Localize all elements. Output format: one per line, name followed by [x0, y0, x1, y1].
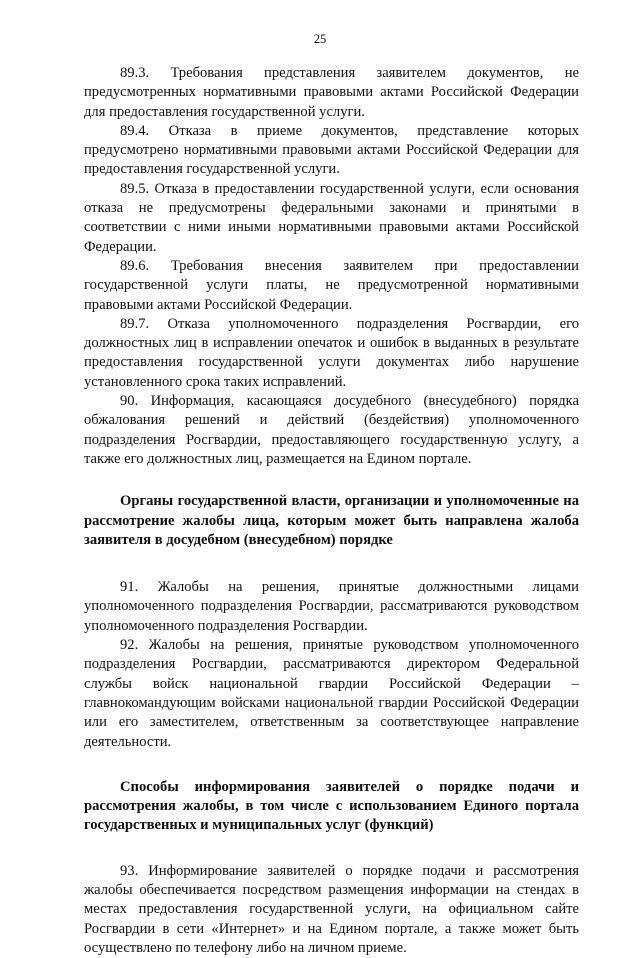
- section-heading-complaint-bodies: Органы государственной власти, организации и уполномоченные на рассмотрение жалобы лица, которым может быть направлена жалоба заявителя в досудебном (внесудебном) порядке: [84, 493, 579, 548]
- section-heading-informing-methods: Способы информирования заявителей о порядке подачи и рассмотрения жалобы, в том числе с использованием Единого портала государственных и муниципальных услуг (функций): [84, 778, 579, 834]
- spacer: [84, 836, 579, 862]
- paragraph-89-5: 89.5. Отказа в предоставлении государственной услуги, если основания отказа не предусмотрены федеральными законами и принятыми в соответствии с ними иными нормативными правовыми актами Российской Федерации.: [84, 180, 579, 255]
- paragraph-89-4: 89.4. Отказа в приеме документов, представление которых предусмотрено нормативными правовыми актами Российской Федерации для предоставления государственной услуги.: [84, 122, 579, 178]
- paragraph-89-3: 89.3. Требования представления заявителем документов, не предусмотренных нормативными правовыми актами Российской Федерации для предоставления государственной услуги.: [84, 65, 579, 120]
- paragraph-89-6: 89.6. Требования внесения заявителем при предоставлении государственной услуги платы, не предусмотренной нормативными правовыми актами Российской Федерации.: [84, 257, 579, 313]
- paragraph-91: 91. Жалобы на решения, принятые должностными лицами уполномоченного подразделения Росгвардии, рассматриваются руководством уполномоченного подразделения Росгвардии.: [84, 579, 579, 634]
- paragraph-90: 90. Информация, касающаяся досудебного (внесудебного) порядка обжалования решений и действий (бездействия) уполномоченного подразделения Росгвардии, предоставляющего государственную услугу, а также его должностных лиц, размещается на Едином портале.: [84, 393, 579, 467]
- spacer: [84, 550, 579, 578]
- page-number: 25: [313, 32, 327, 46]
- spacer: [84, 752, 579, 778]
- spacer: [84, 469, 579, 492]
- paragraph-92: 92. Жалобы на решения, принятые руководством уполномоченного подразделения Росгвардии, рассматриваются директором Федеральной службы войск национальной гвардии Российской Федерации – главнокомандующим войсками национальной гвардии Российской Федерации или его заместителем, ответственным за соответствующее направление деятельности.: [84, 637, 579, 750]
- paragraph-89-7: 89.7. Отказа уполномоченного подразделения Росгвардии, его должностных лиц в исправлении опечаток и ошибок в выданных в результате предоставления государственной услуги документах либо нарушение установленного срока таких исправлений.: [84, 315, 579, 390]
- paragraph-93: 93. Информирование заявителей о порядке подачи и рассмотрения жалобы обеспечивается посредством размещения информации на стендах в местах предоставления государственной услуги, на официальном сайте Росгвардии в сети «Интернет» и на Едином портале, а также может быть осуществлено по телефону либо на личном приеме.: [84, 862, 579, 956]
- document-body: [84, 64, 579, 958]
